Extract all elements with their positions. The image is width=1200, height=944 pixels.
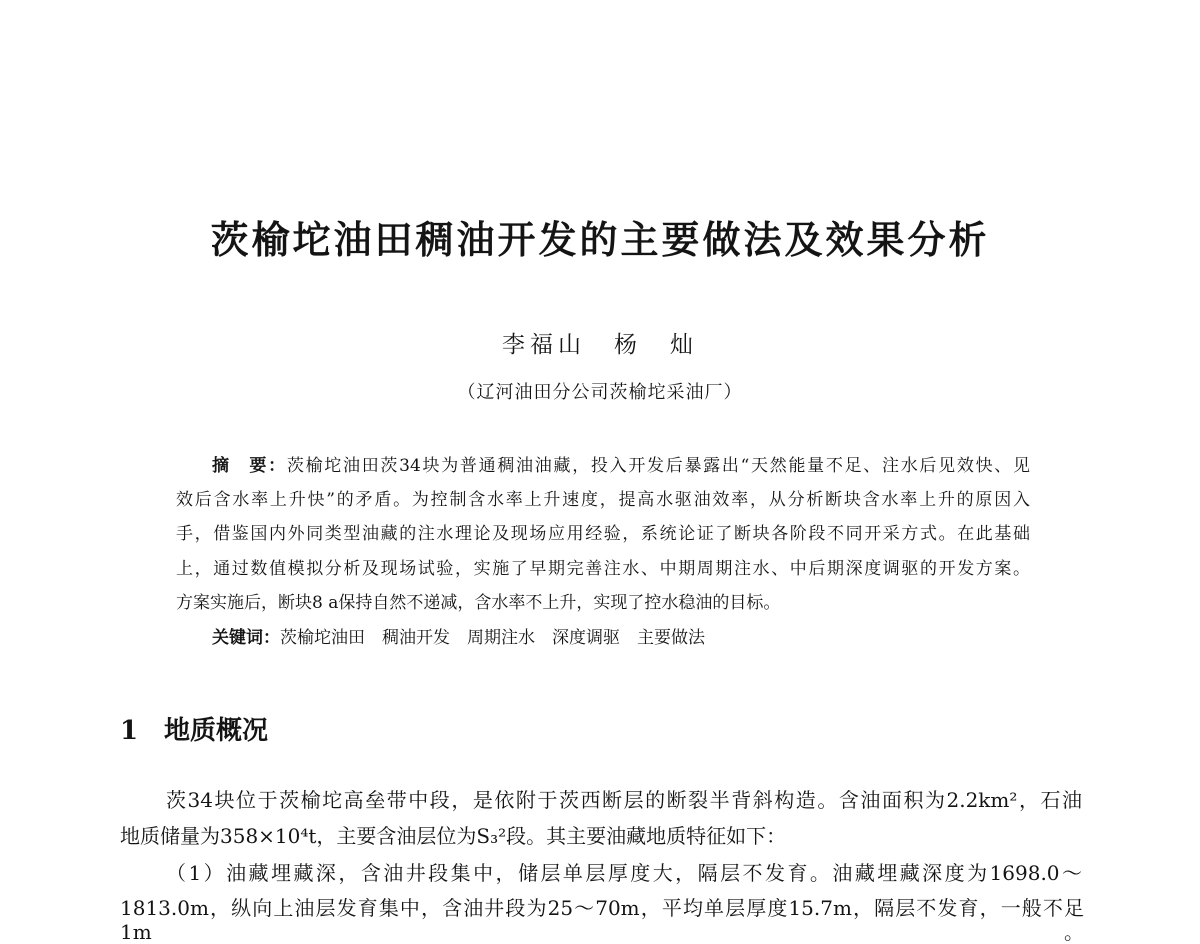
section-heading bbox=[120, 714, 268, 748]
keywords-label: 关键词： bbox=[212, 628, 280, 648]
affiliation: （辽河油田分公司茨榆坨采油厂） bbox=[457, 382, 743, 403]
section-number: 1 bbox=[120, 716, 139, 746]
abstract-text: 茨榆坨油田茨34块为普通稠油油藏，投入开发后暴露出“天然能量不足、注水后见效快、见 bbox=[286, 456, 1030, 476]
paper-title: 茨榆坨油田稠油开发的主要做法及效果分析 bbox=[210, 218, 990, 262]
keywords-line bbox=[212, 626, 1030, 650]
body-line-1: 茨34块位于茨榆坨高垒带中段，是依附于茨西断层的断裂半背斜构造。含油面积为2.2km²，石油 bbox=[166, 788, 1082, 812]
abstract-line-1 bbox=[212, 454, 1030, 478]
abstract-line-2: 效后含水率上升快”的矛盾。为控制含水率上升速度，提高水驱油效率，从分析断块含水率上升的原因入 bbox=[176, 490, 1030, 510]
body-line-4: 1813.0m，纵向上油层发育集中，含油井段为25～70m，平均单层厚度15.7m，隔层不发育，一般不足1m。 bbox=[120, 896, 1084, 944]
abstract-line-3: 手，借鉴国内外同类型油藏的注水理论及现场应用经验，系统论证了断块各阶段不同开采方式。在此基础 bbox=[176, 524, 1030, 544]
abstract-line-4: 上，通过数值模拟分析及现场试验，实施了早期完善注水、中期周期注水、中后期深度调驱的开发方案。 bbox=[176, 559, 1030, 579]
body-line-2: 地质储量为358×10⁴t，主要含油层位为S₃²段。其主要油藏地质特征如下： bbox=[120, 824, 787, 848]
keywords-text: 茨榆坨油田 稠油开发 周期注水 深度调驱 主要做法 bbox=[280, 628, 705, 648]
abstract-line-5: 方案实施后，断块8 a保持自然不递减，含水率不上升，实现了控水稳油的目标。 bbox=[176, 593, 781, 613]
abstract-label: 摘 要： bbox=[212, 456, 287, 476]
section-title: 地质概况 bbox=[164, 716, 269, 746]
authors: 李福山 杨 灿 bbox=[502, 332, 698, 358]
body-line-3: （1）油藏埋藏深，含油井段集中，储层单层厚度大，隔层不发育。油藏埋藏深度为1698.0～ bbox=[166, 861, 1082, 885]
